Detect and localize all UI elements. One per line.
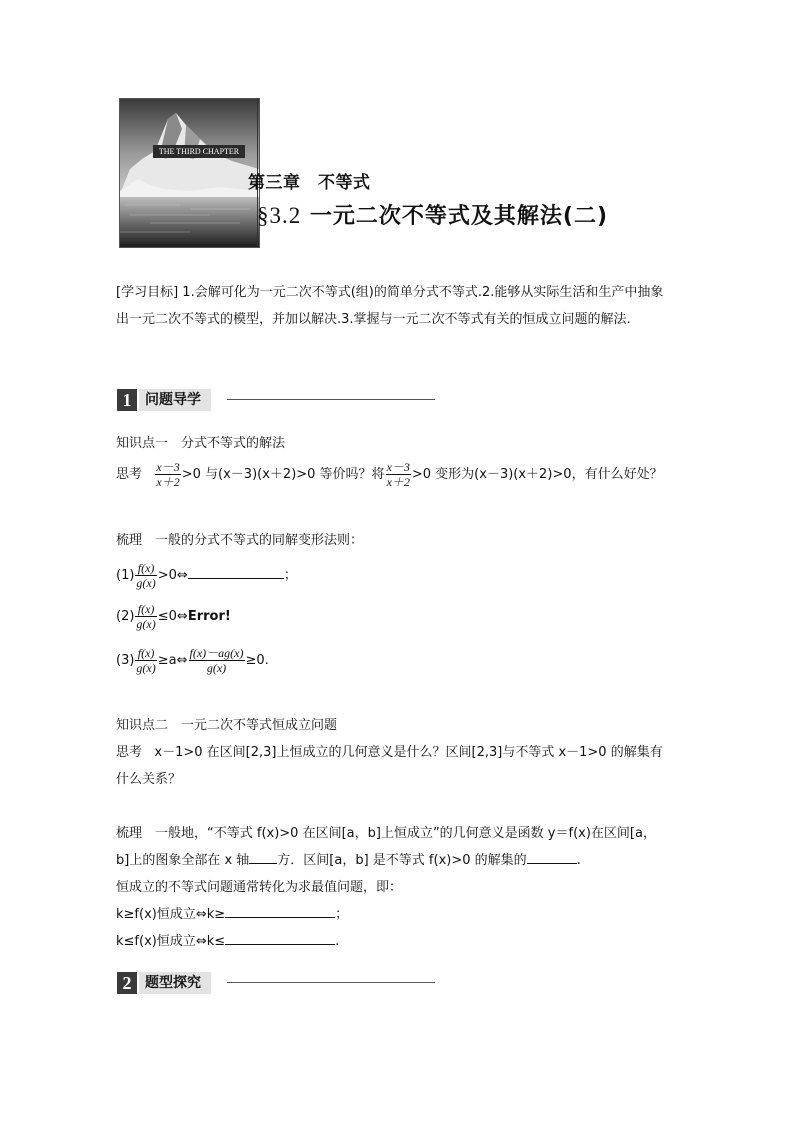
kp2-think-question bbox=[116, 741, 663, 760]
fraction-denominator: x＋2 bbox=[386, 475, 410, 489]
chapter-banner: THE THIRD CHAPTER bbox=[153, 145, 245, 158]
fraction-denominator: g(x) bbox=[136, 617, 156, 631]
fill-blank[interactable] bbox=[225, 934, 335, 945]
fraction bbox=[386, 460, 411, 489]
rule-text: ≤0⇔ bbox=[157, 609, 188, 624]
kp1-title: 知识点一 分式不等式的解法 bbox=[116, 436, 286, 451]
rule-text: >0⇔ bbox=[157, 568, 188, 583]
heading-rule bbox=[227, 399, 435, 400]
fraction-numerator: f(x)－ag(x) bbox=[189, 646, 244, 660]
rule-2 bbox=[116, 602, 231, 631]
section-number: §3.2 bbox=[257, 203, 302, 228]
section-heading-label: 问题导学 bbox=[139, 389, 211, 411]
rule-text: ； bbox=[335, 907, 349, 922]
fraction bbox=[155, 460, 180, 489]
fraction bbox=[189, 646, 245, 675]
rule-text: ≥a⇔ bbox=[157, 653, 188, 668]
heading-rule bbox=[227, 982, 435, 983]
rule-text: k≤f(x)恒成立⇔k≤ bbox=[116, 934, 226, 949]
fraction-numerator: x－3 bbox=[386, 460, 410, 474]
fraction bbox=[135, 602, 156, 631]
sort-text: . bbox=[576, 853, 581, 868]
question-text: >0 变形为(x－3)(x＋2)>0，有什么好处？ bbox=[411, 467, 663, 482]
objectives-text: 1.会解可化为一元二次不等式(组)的简单分式不等式.2.能够从实际生活和生产中抽象出一元二次不等式的模型，并加以解决.3.掌握与一元二次不等式有关的恒成立问题的解法. bbox=[116, 285, 664, 327]
question-text: >0 与(x－3)(x＋2)>0 等价吗？将 bbox=[181, 467, 385, 482]
fraction-denominator: x＋2 bbox=[156, 475, 180, 489]
think-label: 思考 bbox=[116, 745, 143, 760]
kp2-sort-line: 梳理 一般地，“不等式 f(x)>0 在区间[a，b]上恒成立”的几何意义是函数 y＝f(x)在区间[a， bbox=[116, 826, 656, 841]
learning-objectives bbox=[116, 279, 676, 333]
think-label: 思考 bbox=[116, 467, 143, 482]
kp2-sort-line bbox=[116, 849, 581, 868]
kp1-sort-intro: 梳理 一般的分式不等式的同解变形法则： bbox=[116, 533, 364, 548]
rule-text: ； bbox=[283, 568, 297, 583]
fill-blank[interactable] bbox=[225, 907, 335, 918]
rule-index: (1) bbox=[116, 568, 135, 583]
rule-text: k≥f(x)恒成立⇔k≥ bbox=[116, 907, 226, 922]
bound-rule-1 bbox=[116, 903, 348, 922]
fill-blank[interactable] bbox=[188, 568, 284, 579]
section-title bbox=[257, 199, 608, 230]
rule-index: (3) bbox=[116, 653, 135, 668]
rule-text: ≥0. bbox=[245, 653, 269, 668]
fraction-numerator: f(x) bbox=[137, 561, 155, 575]
fraction-numerator: x－3 bbox=[156, 460, 180, 474]
fraction-numerator: f(x) bbox=[137, 646, 155, 660]
kp1-think-question bbox=[116, 460, 663, 489]
fraction-denominator: g(x) bbox=[136, 661, 156, 675]
fraction-denominator: g(x) bbox=[136, 576, 156, 590]
kp2-think-question-cont: 什么关系？ bbox=[116, 772, 182, 787]
bound-rule-2 bbox=[116, 930, 339, 949]
rule-index: (2) bbox=[116, 609, 135, 624]
fill-blank[interactable] bbox=[527, 853, 577, 864]
fraction-numerator: f(x) bbox=[137, 602, 155, 616]
section-number-box: 2 bbox=[117, 972, 137, 994]
chapter-cover-image bbox=[119, 98, 260, 248]
chapter-title: 第三章 不等式 bbox=[248, 173, 371, 193]
section-number-box: 1 bbox=[117, 389, 137, 411]
kp2-title: 知识点二 一元二次不等式恒成立问题 bbox=[116, 718, 338, 733]
fill-blank[interactable] bbox=[249, 853, 277, 864]
rule-3 bbox=[116, 646, 269, 675]
rule-1 bbox=[116, 561, 297, 590]
kp2-sort-line: 恒成立的不等式问题通常转化为求最值问题，即： bbox=[116, 880, 403, 895]
error-text: Error! bbox=[187, 609, 231, 624]
question-text: x－1>0 在区间[2,3]上恒成立的几何意义是什么？区间[2,3]与不等式 x－1>0 的解集有 bbox=[154, 745, 663, 760]
section-heading-label: 题型探究 bbox=[139, 972, 211, 994]
rule-text: . bbox=[335, 934, 340, 949]
section-name: 一元二次不等式及其解法(二) bbox=[309, 204, 609, 229]
fraction bbox=[135, 561, 156, 590]
fraction bbox=[135, 646, 156, 675]
fraction-denominator: g(x) bbox=[189, 660, 245, 675]
sort-text: b]上的图象全部在 x 轴 bbox=[116, 853, 250, 868]
objectives-label: [学习目标] bbox=[116, 285, 179, 300]
sort-text: 方．区间[a，b] 是不等式 f(x)>0 的解集的 bbox=[277, 853, 527, 868]
